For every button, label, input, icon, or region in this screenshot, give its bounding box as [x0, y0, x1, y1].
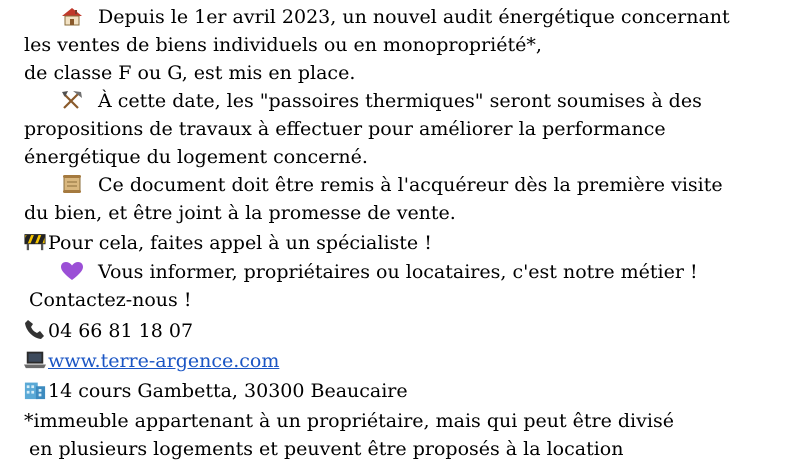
paragraph-2-line-2: propositions de travaux à effectuer pour améliorer la performance: [24, 118, 666, 140]
purple-heart-icon: [60, 261, 84, 281]
paragraph-2-line-3: énergétique du logement concerné.: [24, 146, 368, 168]
intro-text: Depuis le 1er avril 2023, un nouvel audit énergétique concernant: [98, 6, 730, 28]
contact-heading: Contactez-nous !: [29, 289, 192, 311]
scroll-icon: [60, 174, 84, 194]
footnote-line-1: *immeuble appartenant à un propriétaire, mais qui peut être divisé: [24, 410, 674, 432]
construction-barrier-icon: [24, 230, 46, 252]
specialist-text: Pour cela, faites appel à un spécialiste !: [48, 232, 432, 254]
website-line: [24, 347, 279, 375]
house-icon: [60, 6, 84, 26]
inform-text: Vous informer, propriétaires ou locataires, c'est notre métier !: [98, 261, 698, 283]
footnote-line-2: en plusieurs logements et peuvent être proposés à la location: [29, 438, 624, 460]
address-text: 14 cours Gambetta, 30300 Beaucaire: [48, 380, 408, 402]
paragraph-5: [60, 258, 698, 286]
paragraph-4: [24, 229, 432, 257]
thermal-text: À cette date, les "passoires thermiques" seront soumises à des: [98, 90, 702, 112]
website-link[interactable]: www.terre-argence.com: [48, 350, 280, 372]
paragraph-3-line-1: [60, 171, 723, 199]
phone-number: 04 66 81 18 07: [48, 320, 194, 342]
office-building-icon: [24, 378, 46, 400]
paragraph-3-line-2: du bien, et être joint à la promesse de vente.: [24, 202, 456, 224]
paragraph-1-line-3: de classe F ou G, est mis en place.: [24, 62, 356, 84]
hammer-pick-icon: [60, 90, 84, 110]
phone-line: [24, 317, 193, 345]
paragraph-1-line-1: [60, 3, 730, 31]
document-text: Ce document doit être remis à l'acquéreur dès la première visite: [98, 174, 723, 196]
telephone-receiver-icon: [24, 318, 46, 340]
paragraph-2-line-1: [60, 87, 702, 115]
laptop-icon: [24, 348, 46, 370]
paragraph-1-line-2: les ventes de biens individuels ou en monopropriété*,: [24, 34, 542, 56]
address-line: [24, 377, 408, 405]
